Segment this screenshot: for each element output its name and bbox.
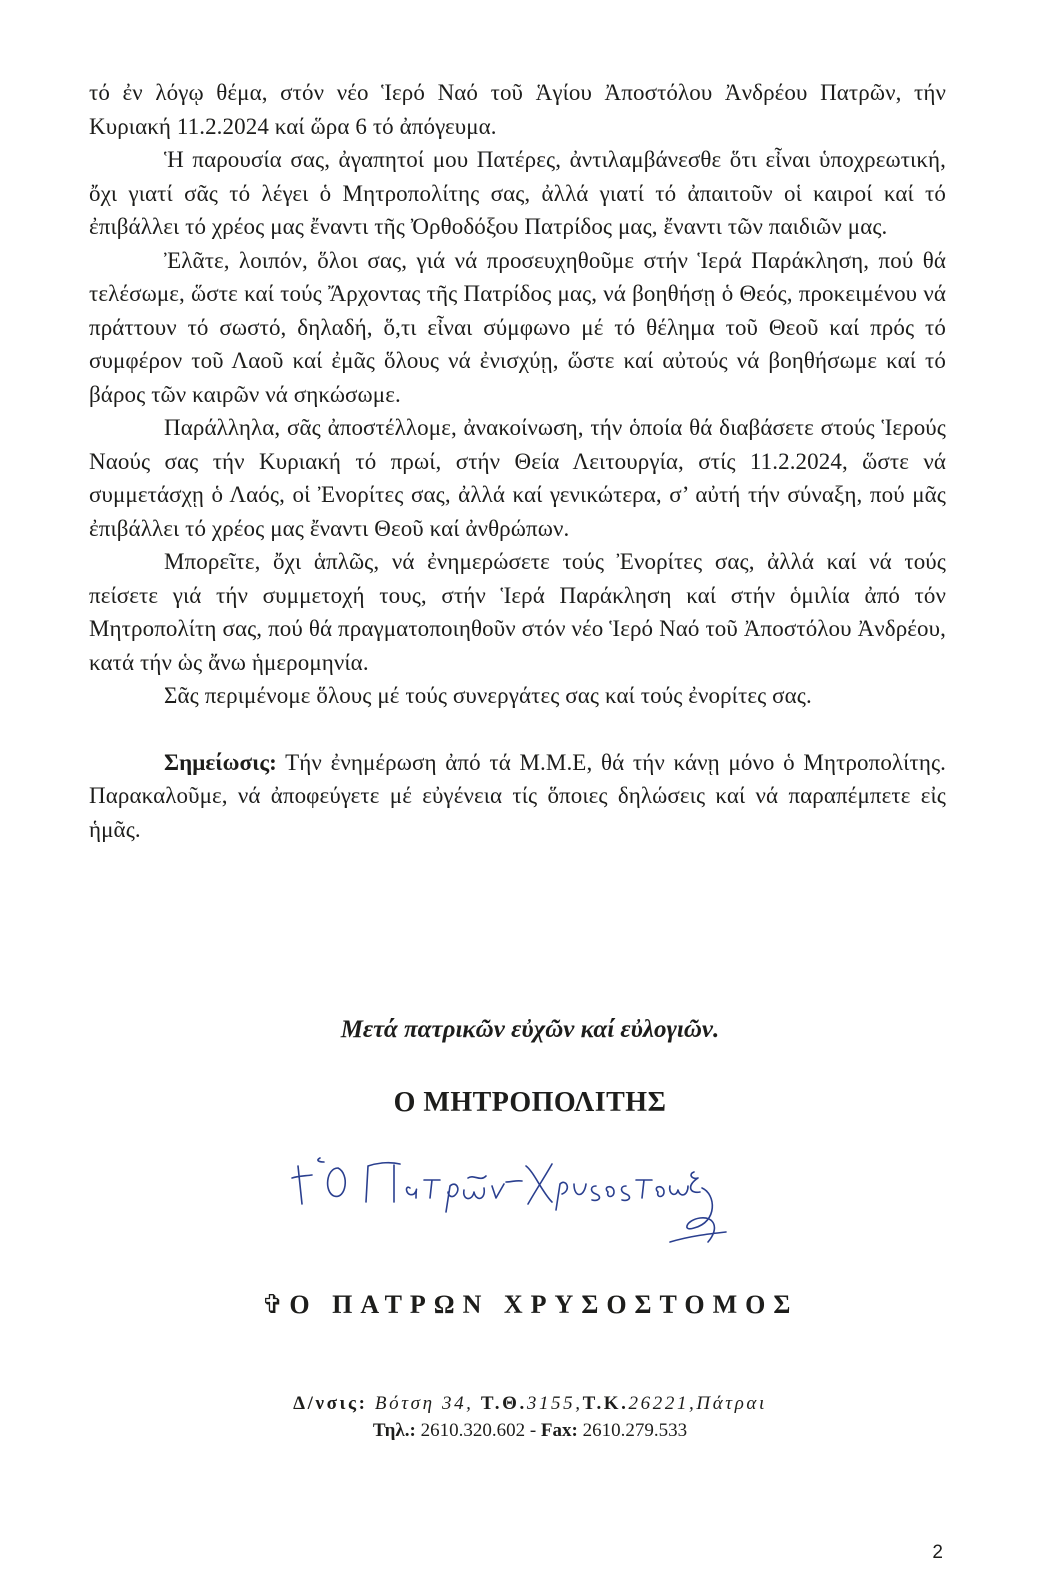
metropolitan-title: Ο ΜΗΤΡΟΠΟΛΙΤΗΣ [393, 1087, 667, 1118]
page-number: 2 [932, 1542, 943, 1563]
note-paragraph [89, 746, 946, 847]
paragraph-3: Ἐλᾶτε, λοιπόν, ὅλοι σας, γιά νά προσευχηθοῦμε στήν Ἱερά Παράκληση, πού θά τελέσωμε, ὥστε καί τούς Ἄρχοντας τῆς Πατρίδος μας, νά βοηθήσῃ ὁ Θεός, προκειμένου νά πράττουν τό σωστό, δηλαδή, ὅ,τι εἶναι σύμφωνο μέ τό θέλημα τοῦ Θεοῦ καί πρός τό συμφέρον τοῦ Λαοῦ καί ἐμᾶς ὅλους νά ἐνισχύῃ, ὥστε καί αὐτούς νά βοηθήσωμε καί τό βάρος τῶν καιρῶν νά σηκώσωμε. [89, 247, 946, 407]
cross-icon: ✞ [261, 1290, 284, 1320]
paragraph-4: Παράλληλα, σᾶς ἀποστέλλομε, ἀνακοίνωση, τήν ὁποία θά διαβάσετε στούς Ἱερούς Ναούς σας τήν Κυριακή τό πρωί, στήν Θεία Λειτουργία, στίς 11.2.2024, ὥστε νά συμμετάσχῃ ὁ Λαός, οἱ Ἐνορίτες σας, ἀλλά καί γενικώτερα, σ’ αὐτή τήν σύναξη, πού μᾶς ἐπιβάλλει τό χρέος μας ἔναντι Θεοῦ καί ἀνθρώπων. [89, 415, 946, 541]
fax-label: Fax: [540, 1420, 578, 1441]
phone-line [0, 1420, 1060, 1442]
note-label: Σημείωσις: [164, 749, 277, 775]
po-value: 3155, [526, 1393, 583, 1414]
address-label: Δ/νσις: [293, 1393, 368, 1414]
phone-value: 2610.320.602 - [415, 1420, 541, 1441]
note-text: Τήν ἐνημέρωση ἀπό τά Μ.Μ.Ε, θά τήν κάνῃ μόνο ὁ Μητροπολίτης. Παρακαλοῦμε, νά ἀποφεύγετε μέ εὐγένεια τίς ὅποιες δηλώσεις καί νά παραπέμπετε εἰς ἡμᾶς. [89, 749, 946, 842]
letter-body [89, 76, 946, 846]
po-label: Τ.Θ. [480, 1393, 527, 1414]
fax-value: 2610.279.533 [577, 1420, 688, 1441]
signer-name [0, 1290, 1060, 1320]
address-line [0, 1393, 1060, 1415]
zip-value: 26221,Πάτραι [628, 1393, 767, 1414]
closing-blessing: Μετά πατρικῶν εὐχῶν καί εὐλογιῶν. [340, 1016, 720, 1043]
paragraph-1: τό ἐν λόγῳ θέμα, στόν νέο Ἱερό Ναό τοῦ Ἁγίου Ἀποστόλου Ἀνδρέου Πατρῶν, τήν Κυριακή 11.2.2024 καί ὥρα 6 τό ἀπόγευμα. [89, 80, 946, 139]
phone-label: Τηλ.: [372, 1420, 416, 1441]
address-street: Βότση 34, [367, 1393, 481, 1414]
handwritten-signature [290, 1132, 730, 1252]
paragraph-5: Μπορεῖτε, ὄχι ἁπλῶς, νά ἐνημερώσετε τούς Ἐνορίτες σας, ἀλλά καί νά τούς πείσετε γιά τήν συμμετοχή τους, στήν Ἱερά Παράκληση καί στήν ὁμιλία ἀπό τόν Μητροπολίτη σας, πού θά πραγματοποιηθοῦν στόν νέο Ἱερό Ναό τοῦ Ἀποστόλου Ἀνδρέου, κατά τήν ὡς ἄνω ἡμερομηνία. [89, 549, 946, 675]
zip-label: Τ.Κ. [582, 1393, 629, 1414]
paragraph-6: Σᾶς περιμένομε ὅλους μέ τούς συνεργάτες σας καί τούς ἐνορίτες σας. [164, 683, 812, 708]
paragraph-2: Ἡ παρουσία σας, ἀγαπητοί μου Πατέρες, ἀντιλαμβάνεσθε ὅτι εἶναι ὑποχρεωτική, ὄχι γιατί σᾶς τό λέγει ὁ Μητροπολίτης σας, ἀλλά γιατί τό ἀπαιτοῦν οἱ καιροί καί τό ἐπιβάλλει τό χρέος μας ἔναντι τῆς Ὀρθοδόξου Πατρίδος μας, ἔναντι τῶν παιδιῶν μας. [89, 147, 946, 239]
signer-name-text: Ο ΠΑΤΡΩΝ ΧΡΥΣΟΣΤΟΜΟΣ [289, 1290, 799, 1319]
